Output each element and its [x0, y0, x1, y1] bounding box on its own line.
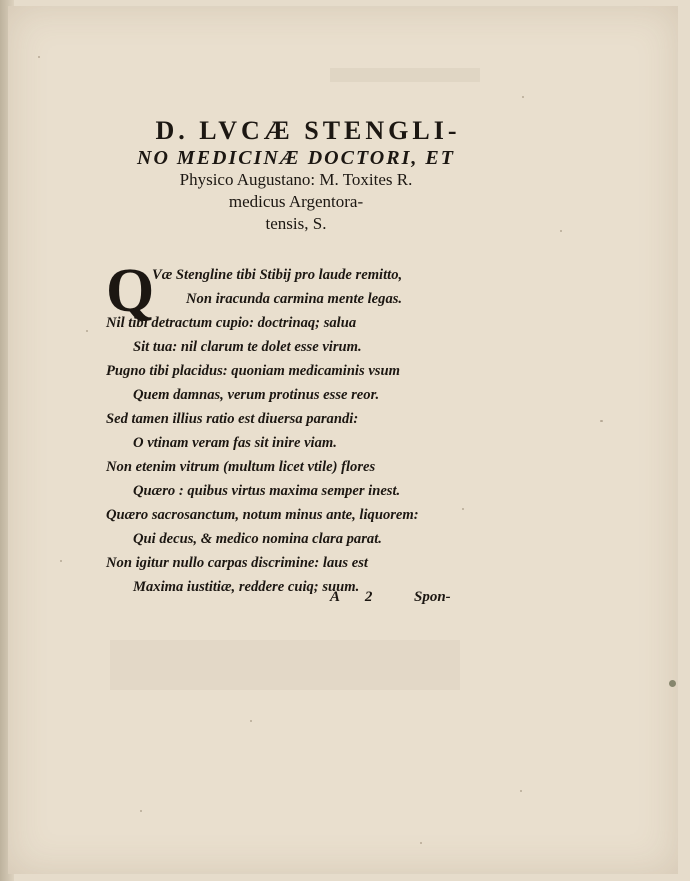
catchword: Spon-: [414, 589, 451, 605]
verse-line: Maxima iustitiæ, reddere cuiq; suum.: [133, 579, 360, 595]
paper-speck: [86, 330, 88, 332]
show-through-block-2: [110, 640, 460, 690]
heading-line-4: medicus Argentora-: [228, 192, 364, 211]
verse-line: Qui decus, & medico nomina clara parat.: [133, 531, 382, 547]
paper-speck: [520, 790, 522, 792]
verse-line: Non igitur nullo carpas discrimine: laus est: [106, 555, 368, 571]
paper-speck: [600, 420, 603, 422]
paper-speck: [420, 842, 422, 844]
paper-speck: [669, 680, 676, 687]
verse-line: Nil tibi detractum cupio: doctrinaq; salua: [106, 315, 357, 331]
verse-line: Non iracunda carmina mente legas.: [186, 291, 403, 307]
paper-speck: [250, 720, 252, 722]
verse-line: Non etenim vitrum (multum licet vtile) flores: [106, 459, 376, 475]
verse-line: O vtinam veram fas sit inire viam.: [133, 435, 337, 451]
heading-line-1: D. LVCÆ STENGLI-: [155, 116, 461, 145]
heading-line-2: NO MEDICINÆ DOCTORI, ET: [137, 147, 455, 169]
paper-speck: [60, 560, 62, 562]
paper-speck: [462, 508, 464, 510]
drop-capital: Q: [106, 257, 155, 325]
paper-speck: [140, 810, 142, 812]
verse-line: Quæro sacrosanctum, notum minus ante, liquorem:: [106, 507, 419, 523]
heading-line-3: Physico Augustano: M. Toxites R.: [179, 170, 413, 189]
paper-speck: [522, 96, 524, 98]
paper-speck: [560, 230, 562, 232]
show-through-block-1: [330, 68, 480, 82]
paper-speck: [38, 56, 40, 58]
verse-line: Pugno tibi placidus: quoniam medicaminis vsum: [106, 363, 400, 379]
heading-line-5: tensis, S.: [265, 214, 327, 233]
verse-line: Sit tua: nil clarum te dolet esse virum.: [133, 339, 362, 355]
verse-line: Sed tamen illius ratio est diuersa parandi:: [106, 411, 359, 427]
signature-mark: A 2: [330, 589, 373, 605]
verse-line: Quæro : quibus virtus maxima semper inest.: [133, 483, 401, 499]
verse-line: Quem damnas, verum protinus esse reor.: [133, 387, 380, 403]
verse-line: Væ Stengline tibi Stibij pro laude remitto,: [152, 267, 403, 283]
